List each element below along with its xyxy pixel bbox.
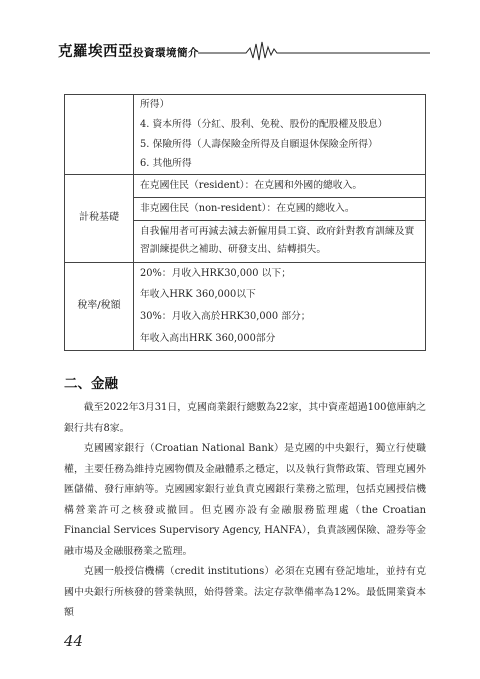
list-item: 4. 資本所得（分紅、股利、免稅、股份的配股權及股息） (140, 118, 388, 130)
paragraph: 克國國家銀行（Croatian National Bank）是克國的中央銀行，獨立行使職權，主要任務為維持克國物價及金融體系之穩定，以及執行貨幣政策、管理克國外匯儲備、發行庫納等。克國國家銀行並負責克國銀行業務之監理，包括克國授信機構營業許可之核發或撤回。但克國亦設有金融服務監理處（the Croatian Financial Services Supervisory Agency, HANFA），負責該國保險、證券等金融市場及金融服務業之監理。 (64, 443, 426, 557)
header-title-sub: 投資環境簡介 (133, 47, 199, 59)
tax-base-label: 計稅基礎 (65, 175, 134, 263)
paragraph: 克國一般授信機構（credit institutions）必須在克國有登記地址，並持有克國中央銀行所核發的營業執照，始得營業。法定存款準備率為12%。最低開業資本額 (64, 566, 426, 618)
tax-rate-cell (134, 262, 426, 350)
income-types-cell (134, 95, 426, 175)
page-number: 44 (64, 632, 84, 650)
section-heading: 二、金融 (64, 376, 118, 392)
tax-rate-line: 20%：月收入HRK30,000 以下； (140, 267, 291, 279)
table-row (65, 262, 426, 350)
list-item: 5. 保險所得（人壽保險金所得及自願退休保險金所得） (140, 138, 378, 150)
table-row (65, 175, 426, 263)
tax-rate-label: 稅率/稅額 (65, 262, 134, 350)
header-title (58, 40, 199, 61)
tax-base-cell (134, 175, 426, 263)
tax-base-self-employed: 自我僱用者可再減去減去新僱用員工資、政府針對教育訓練及實習訓練提供之補助、研發支出、結轉損失。 (134, 220, 425, 262)
empty-label-cell (65, 95, 134, 175)
paragraph: 截至2022年3月31日，克國商業銀行總數為22家，其中資產超過100億庫納之銀行共有8家。 (64, 402, 426, 434)
header-title-main: 克羅埃西亞 (58, 44, 133, 60)
tax-base-resident: 在克國住民（resident）：在克國和外國的總收入。 (140, 180, 363, 191)
tax-base-non-resident: 非克國住民（non-resident）：在克國的總收入。 (134, 197, 425, 220)
list-item: 所得） (140, 99, 170, 110)
tax-rate-line: 年收入HRK 360,000以下 (140, 289, 256, 301)
table-row (65, 95, 426, 175)
list-item: 6. 其他所得 (140, 158, 192, 170)
running-header (58, 36, 430, 62)
tax-rate-line: 30%：月收入高於HRK30,000 部分； (140, 311, 311, 323)
body-text (64, 398, 426, 624)
income-tax-table (64, 94, 426, 351)
tax-rate-line: 年收入高出HRK 360,000部分 (140, 332, 276, 344)
